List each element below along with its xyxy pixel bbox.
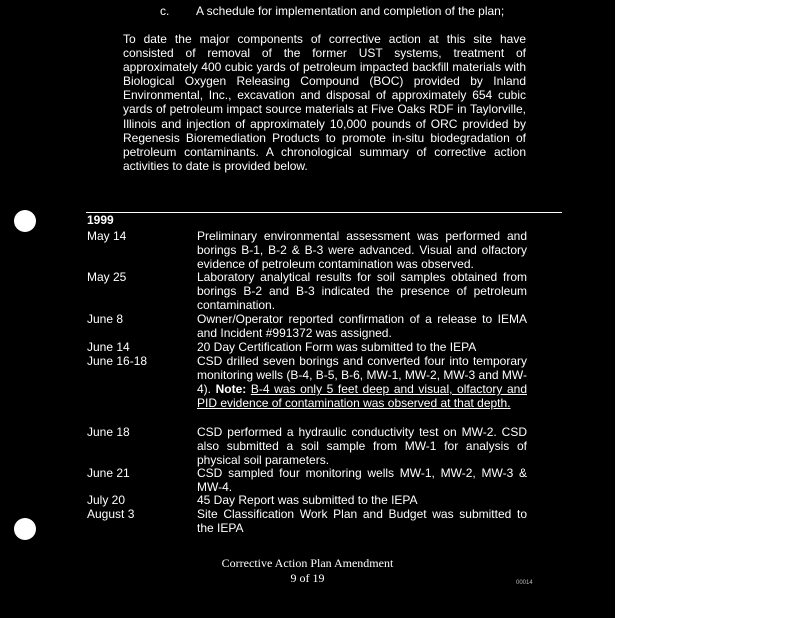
entry-text: Owner/Operator reported confirmation of a release to IEMA and Incident #991372 was assigned. — [197, 312, 527, 340]
binder-hole — [14, 518, 36, 540]
entry-date: June 18 — [87, 425, 130, 439]
entry-text: CSD sampled four monitoring wells MW-1, MW-2, MW-3 & MW-4. — [197, 466, 527, 494]
entry-text: 45 Day Report was submitted to the IEPA — [197, 493, 418, 507]
entry-date: June 21 — [87, 466, 130, 480]
note-text: B-4 was only 5 feet deep and visual, olfactory and PID evidence of contamination was observed at that depth. — [197, 382, 527, 410]
entry-date: June 14 — [87, 340, 130, 354]
chronology-year: 1999 — [87, 213, 114, 227]
list-letter: c. — [160, 4, 170, 18]
binder-hole — [14, 210, 36, 232]
note-label: Note: — [215, 382, 247, 396]
list-text: A schedule for implementation and completion of the plan; — [196, 4, 505, 18]
summary-paragraph: To date the major components of corrective action at this site have consisted of removal of the former UST systems, treatment of approximately 400 cubic yards of petroleum impacted backfill materials with Biological Oxygen Releasing Compound (BOC) provided by Inland Environmental, Inc., excavation and disposal of approximately 654 cubic yards of petroleum impact source materials at Five Oaks RDF in Taylorville, Illinois and injection of approximately 10,000 pounds of ORC provided by Regenesis Bioremediation Products to promote in-situ biodegradation of petroleum contaminants. A chronological summary of corrective action activities to date is provided below. — [123, 32, 526, 173]
footer-title: Corrective Action Plan Amendment — [221, 556, 394, 570]
chronology-entry — [87, 493, 527, 507]
entry-main-text: CSD drilled seven borings and converted four into temporary monitoring wells (B-4, B-5, B-6, MW-1, MW-2, MW-3 and MW-4). — [197, 354, 527, 396]
chronology-entry — [87, 312, 527, 340]
chronology-entry — [87, 466, 527, 494]
chronology-entry — [87, 425, 527, 467]
entry-date: May 25 — [87, 270, 127, 284]
entry-text: Preliminary environmental assessment was performed and borings B-1, B-2 & B-3 were advanced. Visual and olfactory evidence of petroleum contamination was observed. — [197, 229, 527, 271]
chronology-entry — [87, 507, 527, 535]
entry-date: July 20 — [87, 493, 126, 507]
document-stamp: 00014 — [516, 580, 533, 586]
entry-text — [197, 354, 527, 410]
entry-date: June 16-18 — [87, 354, 148, 368]
chronology-entry — [87, 229, 527, 271]
entry-date: June 8 — [87, 312, 124, 326]
chronology-entry — [87, 354, 527, 410]
entry-date: August 3 — [87, 507, 135, 521]
table-rule — [86, 212, 562, 213]
entry-date: May 14 — [87, 229, 127, 243]
entry-text: Site Classification Work Plan and Budget was submitted to the IEPA — [197, 507, 527, 535]
list-item-c — [160, 4, 504, 18]
chronology-entry — [87, 340, 527, 354]
entry-text: Laboratory analytical results for soil samples obtained from borings B-2 and B-3 indicated the presence of petroleum contamination. — [197, 270, 527, 312]
entry-text: CSD performed a hydraulic conductivity test on MW-2. CSD also submitted a soil sample from MW-1 for analysis of physical soil parameters. — [197, 425, 527, 467]
footer-page-number: 9 of 19 — [290, 571, 325, 585]
chronology-entry — [87, 270, 527, 312]
entry-text: 20 Day Certification Form was submitted to the IEPA — [197, 340, 477, 354]
